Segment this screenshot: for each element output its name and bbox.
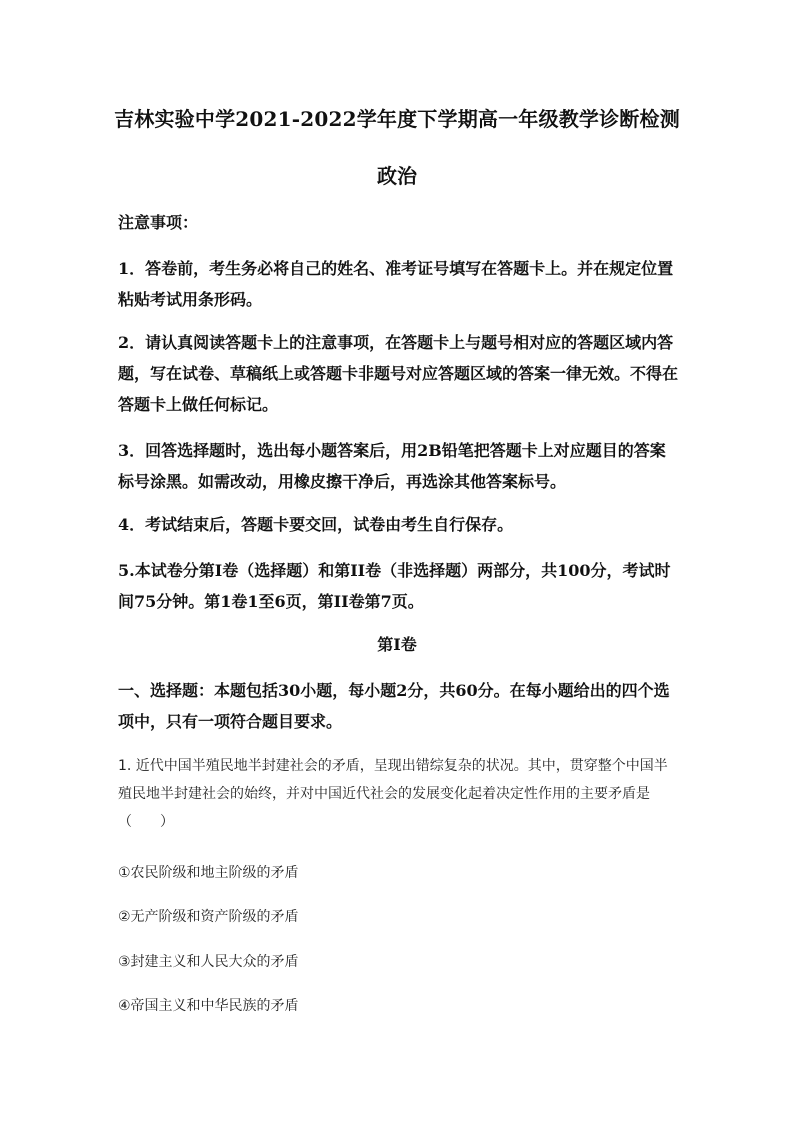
notice-item-4: 4．考试结束后，答题卡要交回，试卷由考生自行保存。 — [118, 515, 514, 534]
question-option: ④帝国主义和中华民族的矛盾 — [118, 998, 299, 1014]
notice-item-1: 1．答卷前，考生务必将自己的姓名、准考证号填写在答题卡上。并在规定位置粘贴考试用条形码。 — [118, 259, 674, 309]
section-heading: 第I卷 — [377, 635, 417, 654]
question-option: ②无产阶级和资产阶级的矛盾 — [118, 909, 299, 925]
notice-heading: 注意事项： — [118, 213, 199, 232]
notice-item-5: 5.本试卷分第I卷（选择题）和第II卷（非选择题）两部分，共100分，考试时间75分钟。第1卷1至6页，第II卷第7页。 — [118, 561, 671, 611]
question-option: ③封建主义和人民大众的矛盾 — [118, 954, 299, 970]
exam-title: 吉林实验中学2021-2022学年度下学期高一年级教学诊断检测 — [114, 107, 680, 131]
question-option: ①农民阶级和地主阶级的矛盾 — [118, 865, 299, 881]
notice-item-3: 3．回答选择题时，选出每小题答案后，用2B铅笔把答题卡上对应题目的答案标号涂黑。如需改动，用橡皮擦干净后，再选涂其他答案标号。 — [118, 441, 666, 491]
section-instruction: 一、选择题：本题包括30小题，每小题2分，共60分。在每小题给出的四个选项中，只有一项符合题目要求。 — [118, 681, 670, 731]
question-stem: 1. 近代中国半殖民地半封建社会的矛盾，呈现出错综复杂的状况。其中，贯穿整个中国半殖民地半封建社会的始终，并对中国近代社会的发展变化起着决定性作用的主要矛盾是（ ） — [118, 758, 668, 830]
notice-item-2: 2．请认真阅读答题卡上的注意事项，在答题卡上与题号相对应的答题区域内答题，写在试卷、草稿纸上或答题卡非题号对应答题区域的答案一律无效。不得在答题卡上做任何标记。 — [118, 333, 679, 414]
exam-subject: 政治 — [377, 164, 417, 188]
